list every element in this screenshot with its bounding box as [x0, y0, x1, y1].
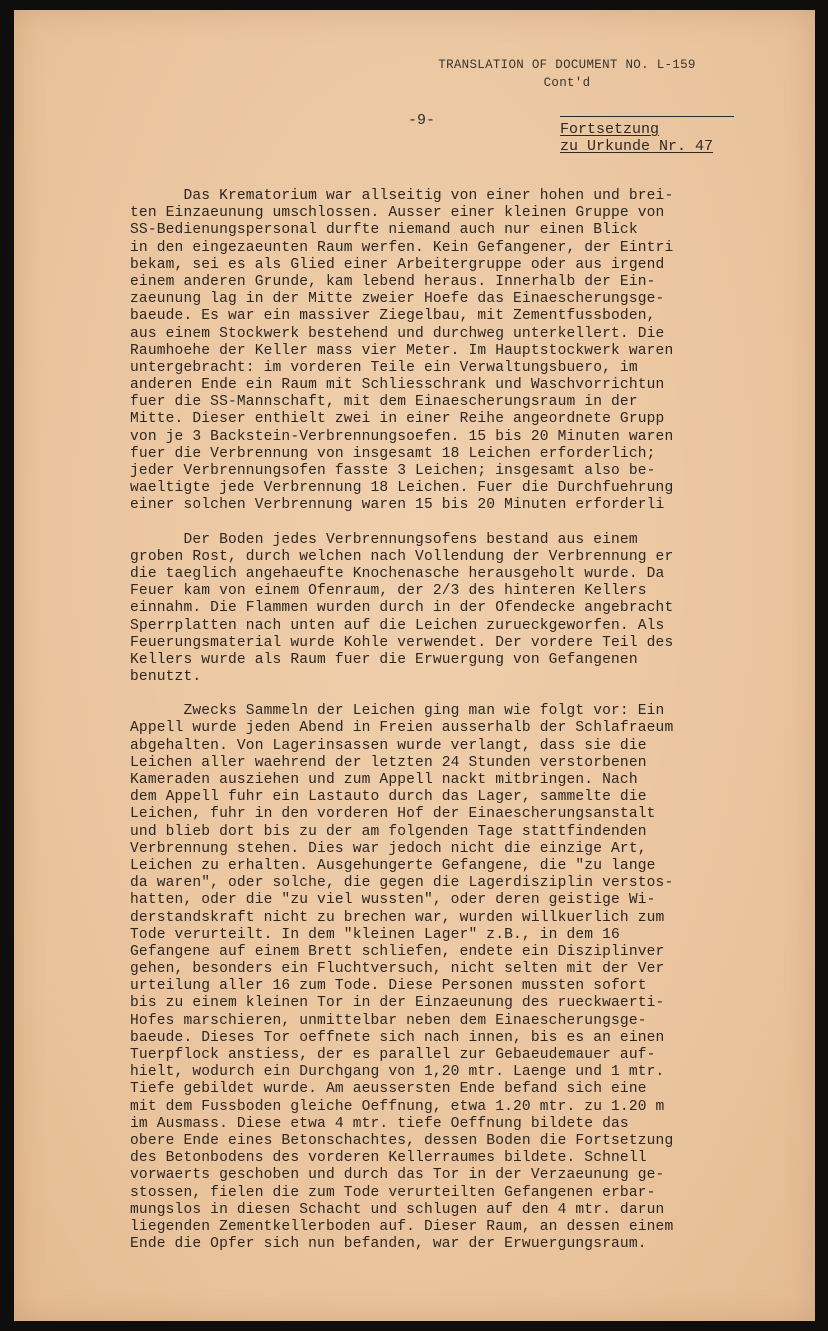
- text-line: Leichen aller waehrend der letzten 24 Stunden verstorbenen: [130, 754, 647, 771]
- text-line: liegenden Zementkellerboden auf. Dieser Raum, an dessen einem: [130, 1218, 674, 1235]
- text-line: aus einem Stockwerk bestehend und durchweg unterkellert. Die: [130, 325, 665, 342]
- text-line: Kellers wurde als Raum fuer die Erwuergung von Gefangenen: [130, 651, 638, 668]
- text-line: urteilung aller 16 zum Tode. Diese Personen mussten sofort: [130, 978, 647, 995]
- text-line: Sperrplatten nach unten auf die Leichen zurueckgeworfen. Als: [130, 617, 665, 634]
- text-line: in den eingezaeunten Raum werfen. Kein Gefangener, der Eintri: [130, 239, 674, 256]
- fortsetzung-line-2: zu Urkunde Nr. 47: [560, 138, 714, 155]
- document-header: [417, 56, 717, 92]
- text-line: fuer die SS-Mannschaft, mit dem Einaescherungsraum in der: [130, 394, 638, 411]
- text-line: Mitte. Dieser enthielt zwei in einer Reihe angeordnete Grupp: [130, 411, 665, 428]
- text-line: groben Rost, durch welchen nach Vollendung der Verbrennung er: [130, 548, 674, 565]
- text-line: Appell wurde jeden Abend in Freien ausserhalb der Schlafraeum: [130, 720, 674, 737]
- text-line: baeude. Es war ein massiver Ziegelbau, mit Zementfussboden,: [130, 308, 656, 325]
- text-line: Tiefe gebildet wurde. Am aeussersten Ende befand sich eine: [130, 1081, 647, 1098]
- text-line: anderen Ende ein Raum mit Schliesschrank und Waschvorrichtun: [130, 377, 665, 394]
- fortsetzung-block: [560, 116, 760, 155]
- text-line: und blieb dort bis zu der am folgenden Tage stattfindenden: [130, 823, 647, 840]
- text-line: des Betonbodens des vorderen Kellerraumes bildete. Schnell: [130, 1150, 647, 1167]
- paragraph-3: [130, 703, 770, 1253]
- text-line: einer solchen Verbrennung waren 15 bis 20 Minuten erforderli: [130, 497, 665, 514]
- text-line: hatten, oder die "zu viel wussten", oder deren geistige Wi-: [130, 892, 656, 909]
- paragraph-1: [130, 188, 770, 515]
- text-line: untergebracht: im vorderen Teile ein Verwaltungsbuero, im: [130, 359, 638, 376]
- text-line: vorwaerts geschoben und durch das Tor in der Verzaeunung ge-: [130, 1167, 665, 1184]
- text-line: Kameraden ausziehen und zum Appell nackt mitbringen. Nach: [130, 772, 638, 788]
- text-line: Raumhoehe der Keller mass vier Meter. Im Hauptstockwerk waren: [130, 342, 674, 359]
- fortsetzung-rule: [560, 116, 734, 117]
- text-line: derstandskraft nicht zu brechen war, wurden willkuerlich zum: [130, 909, 665, 926]
- text-line: bekam, sei es als Glied einer Arbeitergruppe oder aus irgend: [130, 256, 665, 273]
- text-line: gehen, besonders ein Fluchtversuch, nicht selten mit der Ver: [130, 961, 665, 978]
- text-line: da waren", oder solche, die gegen die Lagerdisziplin verstos-: [130, 875, 674, 892]
- text-line: im Ausmass. Diese etwa 4 mtr. tiefe Oeffnung bildete das: [130, 1115, 629, 1132]
- text-line: Ende die Opfer sich nun befanden, war der Erwuergungsraum.: [130, 1236, 647, 1253]
- text-line: mit dem Fussboden gleiche Oeffnung, etwa 1.20 mtr. zu 1.20 m: [130, 1098, 665, 1115]
- translation-title: TRANSLATION OF DOCUMENT NO. L-159: [438, 58, 696, 72]
- text-line: Feuer kam von einem Ofenraum, der 2/3 des hinteren Kellers: [130, 583, 647, 600]
- text-line: Das Krematorium war allseitig von einer hohen und brei-: [130, 188, 674, 204]
- document-page: [14, 10, 815, 1321]
- fortsetzung-line-1: Fortsetzung: [560, 121, 660, 138]
- text-line: obere Ende eines Betonschachtes, dessen Boden die Fortsetzung: [130, 1132, 674, 1149]
- text-line: Hofes marschieren, unmittelbar neben dem Einaescherungsge-: [130, 1012, 647, 1029]
- text-line: dem Appell fuhr ein Lastauto durch das Lager, sammelte die: [130, 789, 647, 806]
- text-line: jeder Verbrennungsofen fasste 3 Leichen; insgesamt also be-: [130, 463, 656, 479]
- text-line: zaeunung lag in der Mitte zweier Hoefe das Einaescherungsge-: [130, 291, 665, 308]
- text-line: die taeglich angehaeufte Knochenasche herausgeholt wurde. Da: [130, 565, 665, 582]
- body-text: [130, 188, 770, 1270]
- continued-label: Cont'd: [543, 76, 591, 90]
- text-line: einnahm. Die Flammen wurden durch in der Ofendecke angebracht: [130, 600, 674, 617]
- text-line: benutzt.: [130, 669, 202, 686]
- page-number: -9-: [408, 112, 436, 129]
- text-line: abgehalten. Von Lagerinsassen wurde verlangt, dass sie die: [130, 737, 647, 754]
- text-line: hielt, wodurch ein Durchgang von 1,20 mtr. Laenge und 1 mtr.: [130, 1064, 665, 1081]
- text-line: waeltigte jede Verbrennung 18 Leichen. Fuer die Durchfuehrung: [130, 480, 674, 497]
- text-line: baeude. Dieses Tor oeffnete sich nach innen, bis es an einen: [130, 1029, 665, 1046]
- text-line: einem anderen Grunde, kam lebend heraus. Innerhalb der Ein-: [130, 273, 656, 290]
- text-line: Leichen zu erhalten. Ausgehungerte Gefangene, die "zu lange: [130, 857, 656, 874]
- text-line: Verbrennung stehen. Dies war jedoch nicht die einzige Art,: [130, 840, 647, 857]
- text-line: von je 3 Backstein-Verbrennungsoefen. 15 bis 20 Minuten waren: [130, 428, 674, 445]
- text-line: Feuerungsmaterial wurde Kohle verwendet. Der vordere Teil des: [130, 634, 674, 651]
- text-line: Gefangene auf einem Brett schliefen, endete ein Disziplinver: [130, 943, 665, 960]
- text-line: Zwecks Sammeln der Leichen ging man wie folgt vor: Ein: [130, 703, 665, 720]
- text-line: Leichen, fuhr in den vorderen Hof der Einaescherungsanstalt: [130, 806, 656, 823]
- text-line: Tuerpflock anstiess, der es parallel zur Gebaeudemauer auf-: [130, 1047, 656, 1063]
- text-line: fuer die Verbrennung von insgesamt 18 Leichen erforderlich;: [130, 445, 656, 462]
- text-line: mungslos in diesen Schacht und schlugen auf den 4 mtr. darun: [130, 1201, 665, 1218]
- text-line: Tode verurteilt. In dem "kleinen Lager" z.B., in dem 16: [130, 926, 620, 943]
- text-line: SS-Bedienungspersonal durfte niemand auch nur einen Blick: [130, 222, 638, 239]
- text-line: bis zu einem kleinen Tor in der Einzaeunung des rueckwaerti-: [130, 995, 665, 1012]
- paragraph-2: [130, 532, 770, 687]
- text-line: Der Boden jedes Verbrennungsofens bestand aus einem: [130, 531, 638, 548]
- text-line: ten Einzaeunung umschlossen. Ausser einer kleinen Gruppe von: [130, 205, 665, 222]
- text-line: stossen, fielen die zum Tode verurteilten Gefangenen erbar-: [130, 1184, 656, 1201]
